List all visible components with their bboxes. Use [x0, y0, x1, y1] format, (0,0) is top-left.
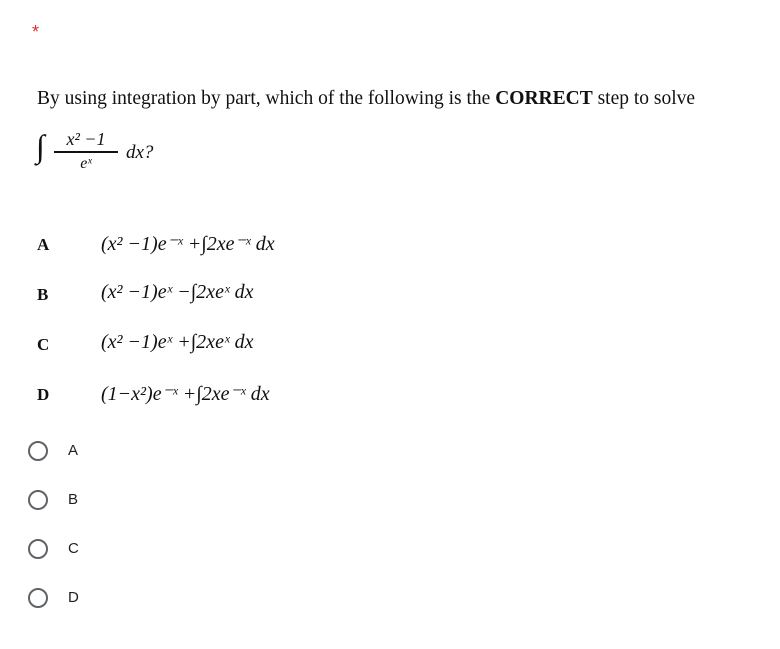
radio-button-icon[interactable] [28, 441, 48, 461]
radio-label: C [68, 540, 79, 557]
radio-button-icon[interactable] [28, 490, 48, 510]
radio-label: A [68, 442, 79, 459]
radio-label: D [68, 589, 79, 606]
option-letter: B [37, 285, 49, 304]
question-text-bold: CORRECT [495, 88, 593, 109]
integral-sign: ∫ [36, 128, 45, 164]
fraction-denominator: eˣ [80, 154, 92, 172]
option-letter: A [37, 235, 50, 254]
option-letter: C [37, 335, 50, 354]
option-expression: (x² −1)eˣ +∫2xeˣ dx [101, 331, 254, 353]
option-letter: D [37, 385, 50, 404]
radio-button-icon[interactable] [28, 588, 48, 608]
required-asterisk: * [32, 22, 40, 42]
option-expression: (x² −1)eˣ −∫2xeˣ dx [101, 281, 254, 303]
fraction-numerator: x² −1 [66, 129, 106, 149]
integral-suffix: dx? [126, 142, 154, 163]
question-text-start: By using integration by part, which of the following is the [37, 88, 496, 109]
radio-label: B [68, 491, 79, 508]
fraction-bar [54, 151, 118, 153]
integral-fraction [54, 128, 118, 173]
question-text-end: step to solve [592, 88, 696, 109]
option-expression: (x² −1)e⁻ˣ +∫2xe⁻ˣ dx [101, 233, 275, 255]
option-expression: (1−x²)e⁻ˣ +∫2xe⁻ˣ dx [101, 383, 270, 405]
question-text [37, 88, 695, 110]
radio-button-icon[interactable] [28, 539, 48, 559]
